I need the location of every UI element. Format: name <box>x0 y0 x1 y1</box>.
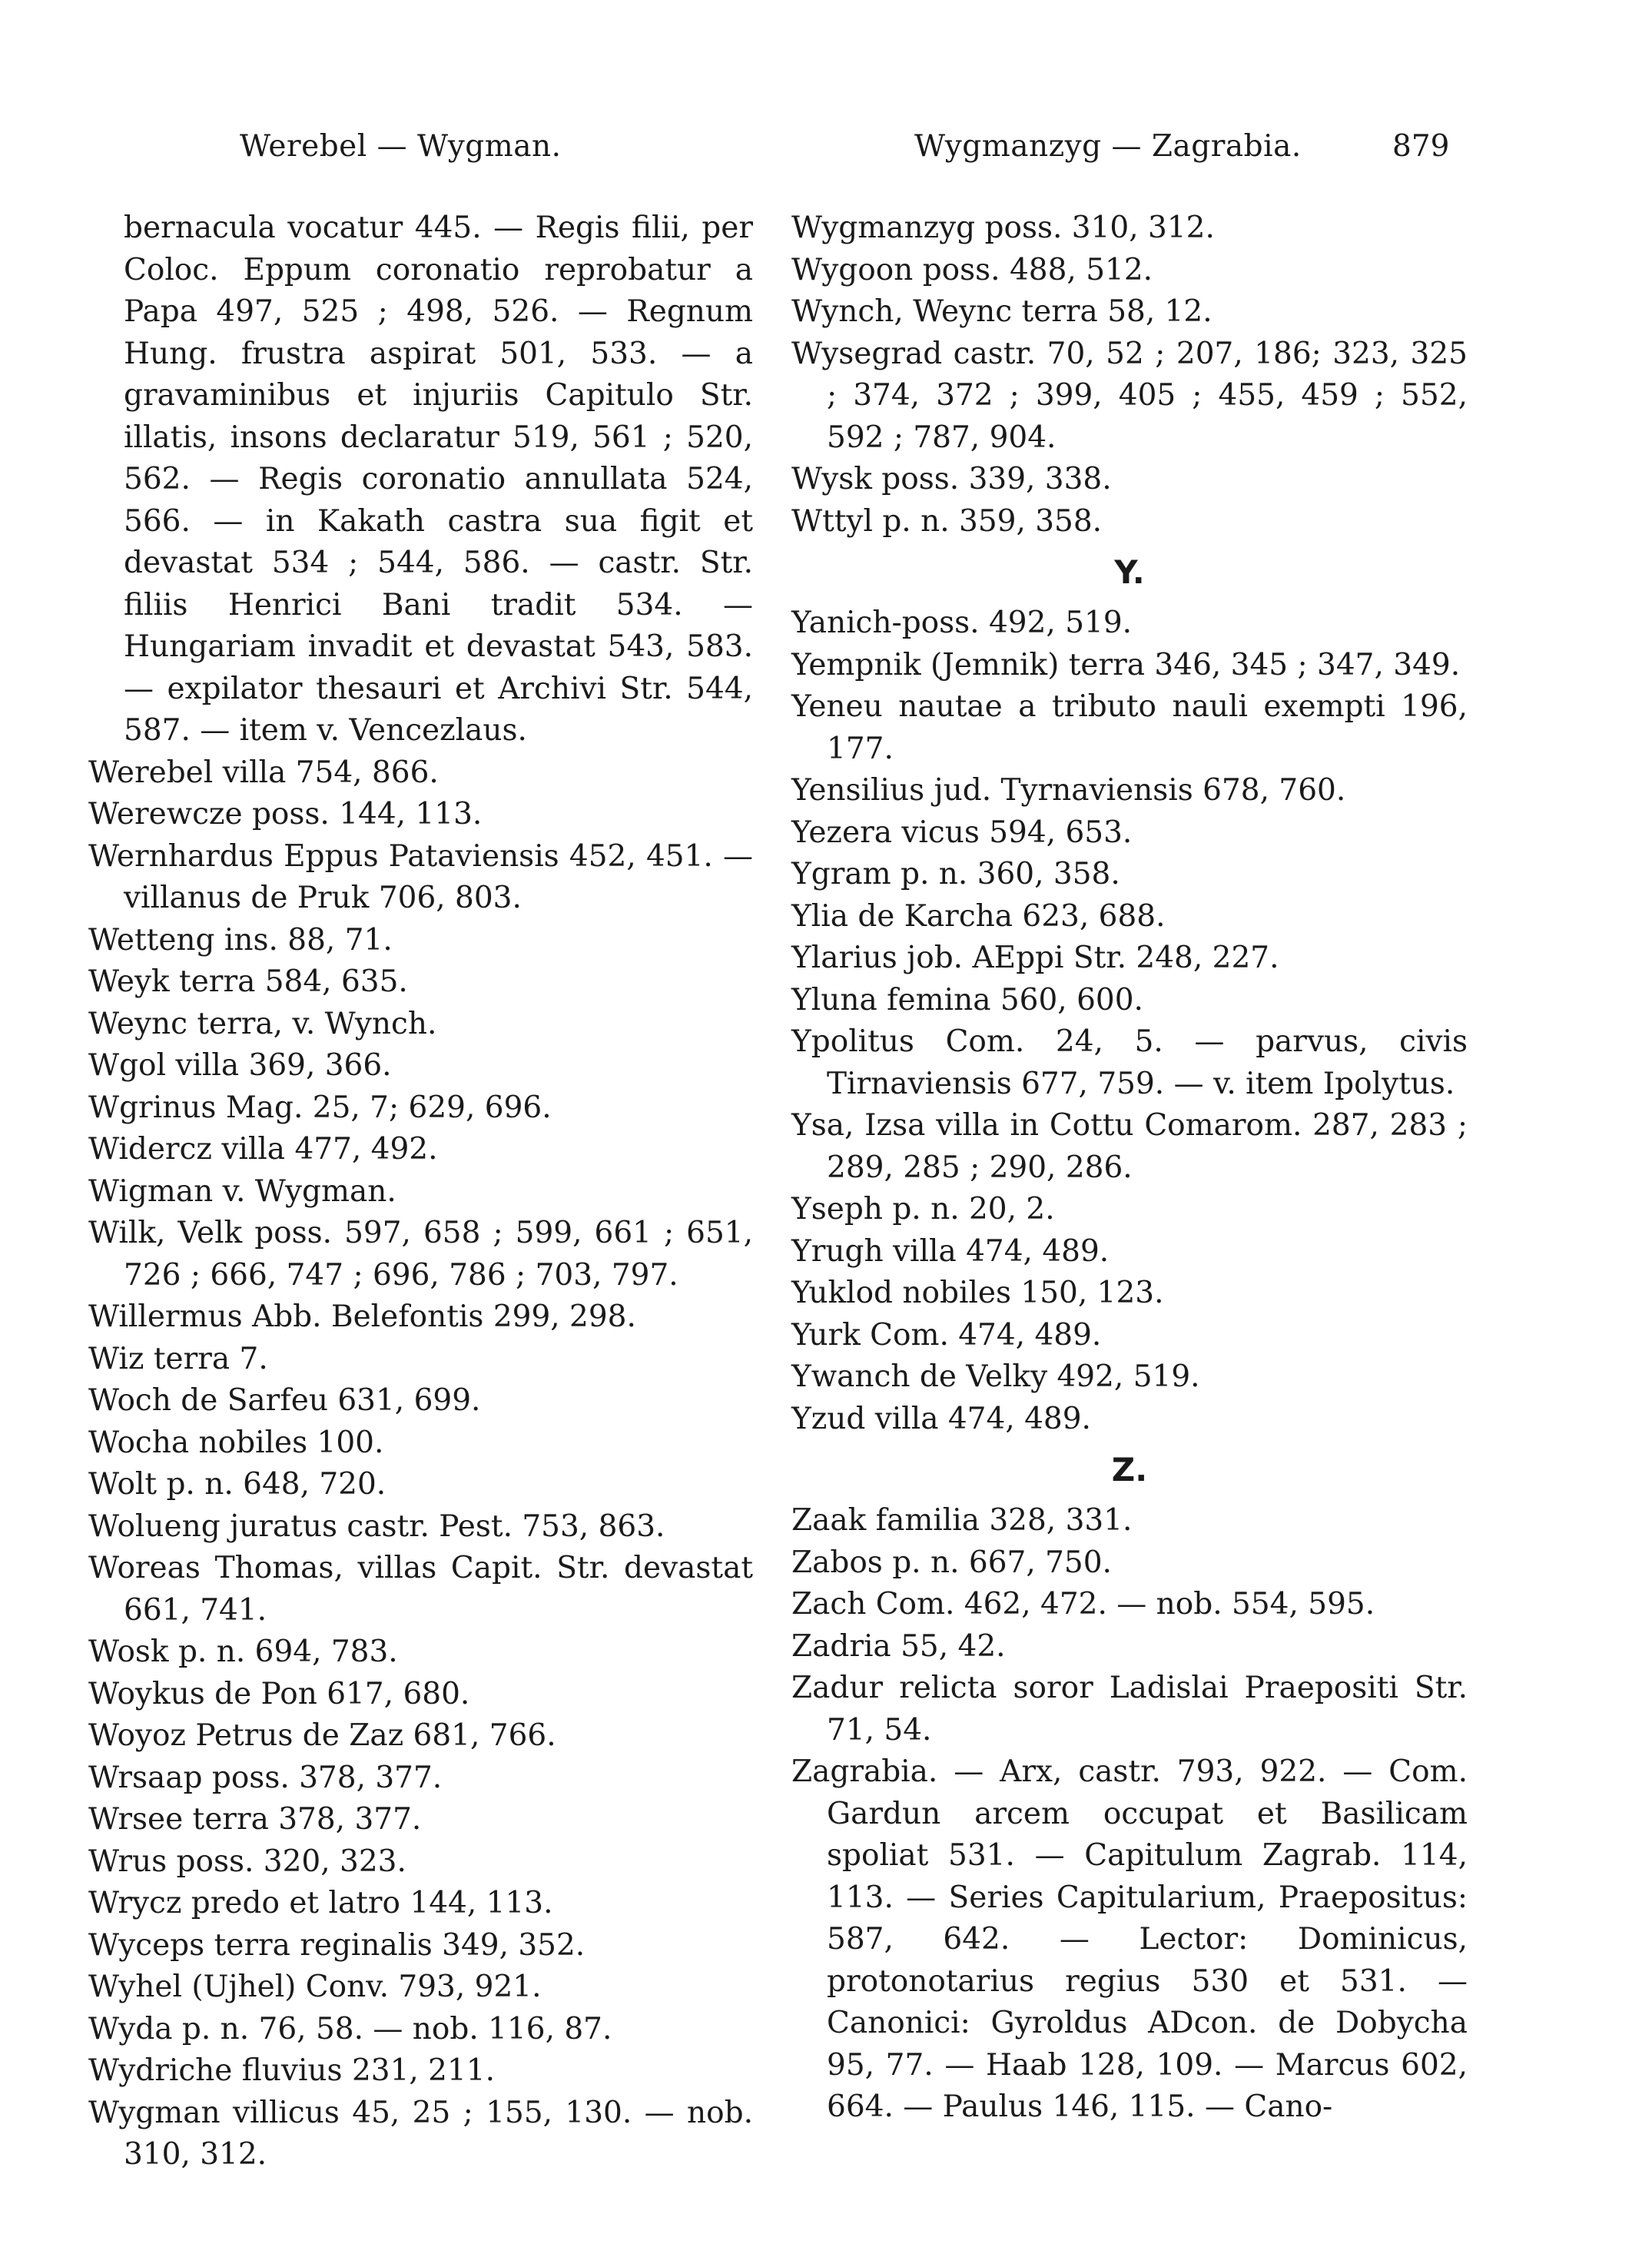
right-running-head: Wygmanzyg — Zagrabia. <box>914 129 1302 164</box>
index-entry: Zagrabia. — Arx, castr. 793, 922. — Com. Gardun arcem occupat et Basilicam spoliat 531. — Capitulum Zagrab. 114, 113. — Series Capitularium, Praepositus: 587, 642. — Lector: Dominicus, protonotarius regius 530 et 531. — Canonici: Gyroldus ADcon. de Dobycha 95, 77. — Haab 128, 109. — Marcus 602, 664. — Paulus 146, 115. — Cano- <box>791 1754 1468 2124</box>
index-entry: Wolueng juratus castr. Pest. 753, 863. <box>88 1509 665 1544</box>
index-entry: Zach Com. 462, 472. — nob. 554, 595. <box>791 1587 1375 1621</box>
index-entry: Wolt p. n. 648, 720. <box>88 1467 386 1502</box>
left-column <box>88 207 753 2176</box>
index-entry: Ylia de Karcha 623, 688. <box>791 898 1166 934</box>
right-column <box>791 207 1468 2129</box>
index-entry: Wetteng ins. 88, 71. <box>88 922 393 958</box>
index-entry: Ypolitus Com. 24, 5. — parvus, civis Tirnaviensis 677, 759. — v. item Ipolytus. <box>791 1024 1468 1101</box>
index-entry: Wocha nobiles 100. <box>88 1425 384 1460</box>
index-entry: Zadria 55, 42. <box>791 1628 1006 1664</box>
index-entry: Wyceps terra reginalis 349, 352. <box>88 1927 585 1963</box>
index-entry: Zadur relicta soror Ladislai Praepositi Str. 71, 54. <box>791 1671 1468 1748</box>
index-entry: Ylarius job. AEppi Str. 248, 227. <box>791 941 1279 975</box>
index-entry: Yzud villa 474, 489. <box>791 1401 1091 1436</box>
index-entry: Wgol villa 369, 366. <box>88 1048 392 1083</box>
index-entry: Woreas Thomas, villas Capit. Str. devastat 661, 741. <box>88 1551 753 1628</box>
index-entry: Wilk, Velk poss. 597, 658 ; 599, 661 ; 651, 726 ; 666, 747 ; 696, 786 ; 703, 797. <box>88 1216 753 1293</box>
index-entry: Yurk Com. 474, 489. <box>791 1317 1102 1353</box>
index-entry: Zaak familia 328, 331. <box>791 1503 1133 1538</box>
index-entry: Yensilius jud. Tyrnaviensis 678, 760. <box>791 773 1346 808</box>
index-entry: Wygoon poss. 488, 512. <box>791 252 1153 287</box>
index-entry: Widercz villa 477, 492. <box>88 1132 438 1167</box>
index-entry: Yempnik (Jemnik) terra 346, 345 ; 347, 349. <box>791 647 1461 682</box>
page-number: 879 <box>1392 129 1450 164</box>
index-entry: Ygram p. n. 360, 358. <box>791 857 1120 891</box>
left-running-head: Werebel — Wygman. <box>240 129 562 164</box>
continuation-entry: bernacula vocatur 445. — Regis filii, per Coloc. Eppum coronatio reprobatur a Papa 497, 525 ; 498, 526. — Regnum Hung. frustra aspirat 501, 533. — a gravaminibus et injuriis Capitulo Str. illatis, insons declaratur 519, 561 ; 520, 562. — Regis coronatio annullata 524, 566. — in Kakath castra sua figit et devastat 534 ; 544, 586. — castr. Str. filiis Henrici Bani tradit 534. — Hungariam invadit et devastat 543, 583. — expilator thesauri et Archivi Str. 544, 587. — item v. Vencezlaus. <box>124 211 753 748</box>
index-entry: Wigman v. Wygman. <box>88 1173 396 1209</box>
index-entry: Yrugh villa 474, 489. <box>791 1233 1110 1269</box>
section-heading-z: Z. <box>1111 1451 1148 1489</box>
index-entry: Weync terra, v. Wynch. <box>88 1006 437 1041</box>
index-entry: Wrycz predo et latro 144, 113. <box>88 1886 553 1920</box>
index-entry: Woch de Sarfeu 631, 699. <box>88 1383 481 1418</box>
index-entry: Yezera vicus 594, 653. <box>791 815 1133 850</box>
index-entry: Wygmanzyg poss. 310, 312. <box>791 211 1215 245</box>
index-entry: Wynch, Weync terra 58, 12. <box>791 294 1212 329</box>
index-entry: Yseph p. n. 20, 2. <box>791 1192 1055 1226</box>
index-entry: Weyk terra 584, 635. <box>88 964 408 999</box>
index-entry: Wgrinus Mag. 25, 7; 629, 696. <box>88 1090 552 1125</box>
index-entry: Yuklod nobiles 150, 123. <box>791 1276 1164 1310</box>
section-heading-y: Y. <box>1114 553 1145 591</box>
index-entry: Wiz terra 7. <box>88 1341 268 1376</box>
index-entry: Yanich-poss. 492, 519. <box>791 606 1133 640</box>
index-entry: Werewcze poss. 144, 113. <box>88 797 483 831</box>
index-entry: Wyda p. n. 76, 58. — nob. 116, 87. <box>88 2011 612 2046</box>
index-entry: Ywanch de Velky 492, 519. <box>791 1359 1200 1394</box>
index-entry: Wernhardus Eppus Pataviensis 452, 451. — villanus de Pruk 706, 803. <box>88 838 753 915</box>
index-entry: Woyoz Petrus de Zaz 681, 766. <box>88 1718 556 1753</box>
index-entry: Ysa, Izsa villa in Cottu Comarom. 287, 283 ; 289, 285 ; 290, 286. <box>791 1108 1468 1185</box>
index-entry: Wrsaap poss. 378, 377. <box>88 1760 443 1795</box>
index-entry: Wyhel (Ujhel) Conv. 793, 921. <box>88 1970 542 2004</box>
index-entry: Yeneu nautae a tributo nauli exempti 196, 177. <box>791 689 1468 766</box>
index-entry: Wydriche fluvius 231, 211. <box>88 2053 496 2088</box>
index-entry: Werebel villa 754, 866. <box>88 755 439 790</box>
index-entry: Wygman villicus 45, 25 ; 155, 130. — nob. 310, 312. <box>88 2095 753 2172</box>
index-entry: Wrsee terra 378, 377. <box>88 1802 422 1837</box>
index-entry: Willermus Abb. Belefontis 299, 298. <box>88 1299 636 1334</box>
index-entry: Wysk poss. 339, 338. <box>791 462 1112 496</box>
index-entry: Zabos p. n. 667, 750. <box>791 1545 1112 1580</box>
index-entry: Wosk p. n. 694, 783. <box>88 1635 398 1669</box>
index-entry: Wrus poss. 320, 323. <box>88 1844 406 1879</box>
index-entry: Wysegrad castr. 70, 52 ; 207, 186; 323, 325 ; 374, 372 ; 399, 405 ; 455, 459 ; 552, 592 ; 787, 904. <box>791 336 1468 455</box>
index-entry: Yluna femina 560, 600. <box>791 982 1143 1017</box>
index-entry: Wttyl p. n. 359, 358. <box>791 503 1103 539</box>
index-entry: Woykus de Pon 617, 680. <box>88 1676 470 1711</box>
